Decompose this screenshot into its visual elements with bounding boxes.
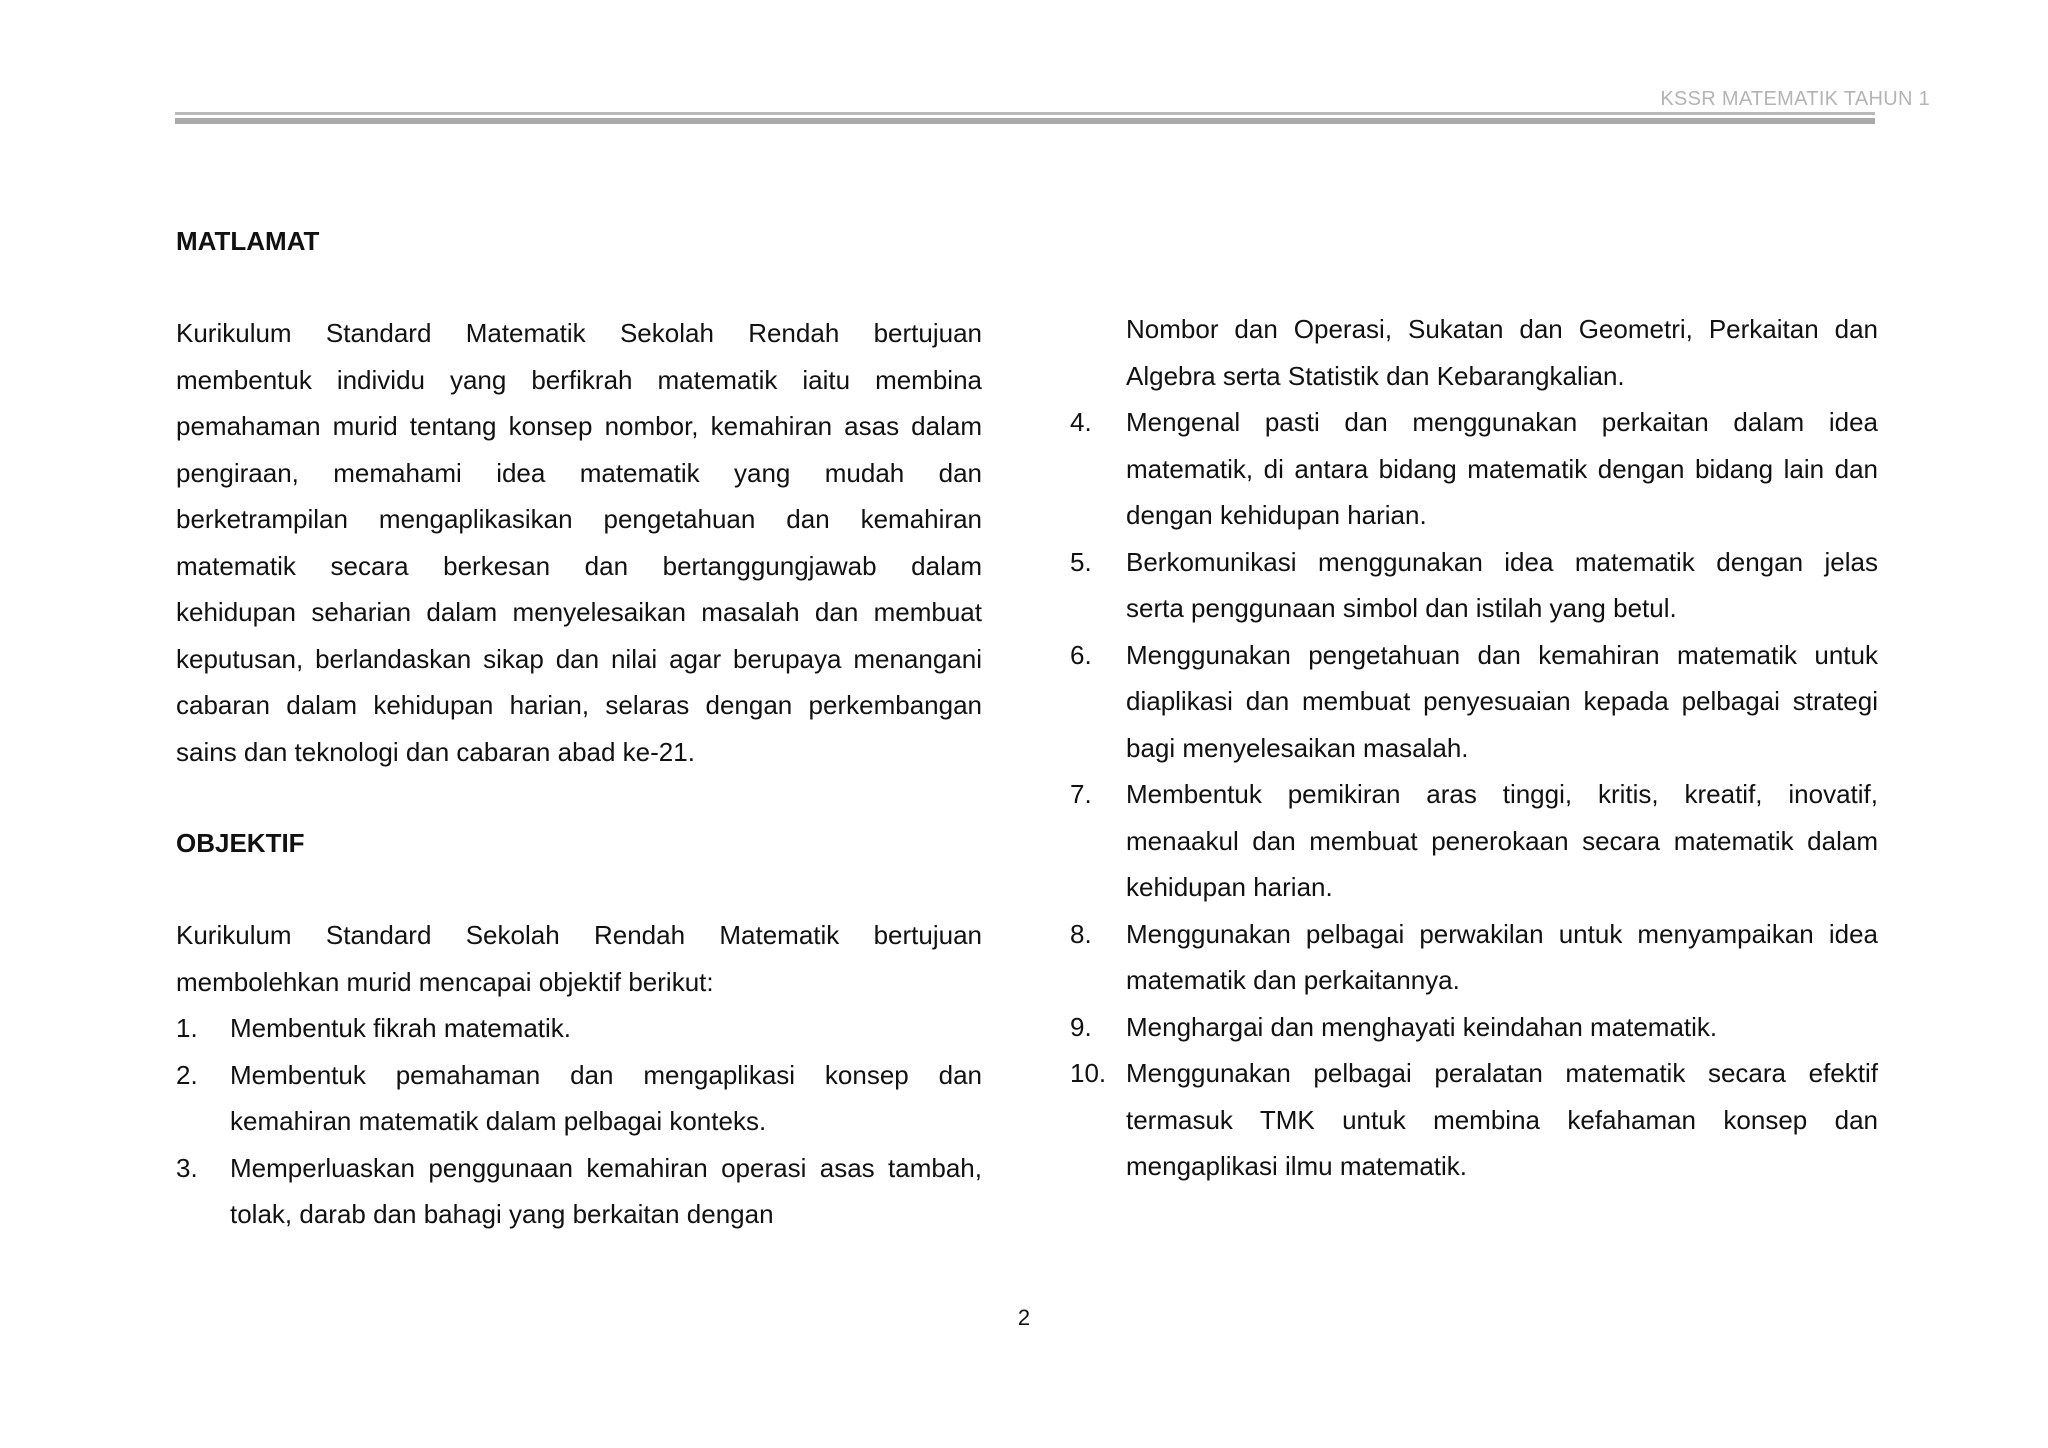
text-line: matematik dan perkaitannya. — [1126, 965, 1460, 995]
text-line: membentuk individu yang berfikrah matematik iaitu membina — [176, 364, 982, 395]
list-item-number: 5. — [1070, 546, 1092, 577]
text-line: dengan kehidupan harian. — [1126, 500, 1427, 530]
text-line: Menghargai dan menghayati keindahan matematik. — [1126, 1011, 1718, 1042]
list-item-text — [1126, 632, 1878, 772]
objektif-list-item — [1070, 1050, 1878, 1190]
objektif-list-item — [1070, 771, 1878, 911]
objektif-list-item — [1070, 539, 1878, 632]
list-item-text — [1126, 1050, 1878, 1190]
text-line: Algebra serta Statistik dan Kebarangkalian. — [1126, 360, 1625, 391]
header-rule-thick — [175, 118, 1875, 124]
text-line: serta penggunaan simbol dan istilah yang betul. — [1126, 593, 1677, 623]
text-line: Kurikulum Standard Matematik Sekolah Rendah bertujuan — [176, 318, 982, 348]
list-item-text — [1126, 911, 1878, 1004]
objektif-list-item — [1070, 911, 1878, 1004]
text-line: keputusan, berlandaskan sikap dan nilai agar berupaya menangani — [176, 643, 982, 674]
text-line: bagi menyelesaikan masalah. — [1126, 732, 1469, 763]
text-line: berketrampilan mengaplikasikan pengetahuan dan kemahiran — [176, 504, 982, 534]
objektif-list-right — [1070, 399, 1878, 1190]
list-item-number: 7. — [1070, 779, 1092, 809]
objektif-intro-paragraph — [176, 912, 982, 1005]
text-line: pemahaman murid tentang konsep nombor, kemahiran asas dalam — [176, 411, 982, 441]
header-rule-thin — [175, 112, 1875, 115]
text-line: sains dan teknologi dan cabaran abad ke-21. — [176, 736, 695, 767]
text-line: Membentuk fikrah matematik. — [230, 1013, 572, 1043]
text-line: matematik secara berkesan dan bertanggungjawab dalam — [176, 550, 982, 581]
list-item-number: 4. — [1070, 407, 1092, 437]
objektif-list-left — [176, 1005, 982, 1238]
text-line: Menggunakan pengetahuan dan kemahiran matematik untuk — [1126, 639, 1878, 670]
objektif-list-item — [176, 1005, 982, 1052]
list-item-number: 10. — [1070, 1058, 1107, 1088]
text-line: Memperluaskan penggunaan kemahiran operasi asas tambah, — [230, 1152, 982, 1183]
text-line: mengaplikasi ilmu matematik. — [1126, 1151, 1468, 1181]
list-item-text — [230, 1052, 982, 1145]
text-line: Nombor dan Operasi, Sukatan dan Geometri, Perkaitan dan — [1126, 314, 1878, 344]
text-line: matematik, di antara bidang matematik dengan bidang lain dan — [1126, 453, 1878, 484]
text-line: Membentuk pemahaman dan mengaplikasi konsep dan — [230, 1059, 982, 1090]
text-line: cabaran dalam kehidupan harian, selaras dengan perkembangan — [176, 690, 982, 720]
list-item-text — [230, 1005, 982, 1052]
text-line: kehidupan harian. — [1126, 872, 1333, 902]
list-item-number: 6. — [1070, 639, 1092, 670]
text-line: pengiraan, memahami idea matematik yang mudah dan — [176, 457, 982, 488]
text-line: tolak, darab dan bahagi yang berkaitan dengan — [230, 1199, 774, 1229]
objektif-list-item — [1070, 399, 1878, 539]
text-line: Menggunakan pelbagai peralatan matematik secara efektif — [1126, 1058, 1878, 1088]
objektif-list-item — [1070, 632, 1878, 772]
list-item-number: 2. — [176, 1059, 198, 1090]
matlamat-paragraph — [176, 310, 982, 775]
objektif-list-item — [176, 1145, 982, 1238]
list-item-text — [1126, 771, 1878, 911]
objektif-list-item — [1070, 1004, 1878, 1051]
text-line: kemahiran matematik dalam pelbagai konteks. — [230, 1106, 767, 1136]
list-item-number: 1. — [176, 1013, 198, 1043]
objektif-item-3-continuation — [1126, 306, 1878, 399]
list-item-text — [1126, 399, 1878, 539]
text-line: menaakul dan membuat penerokaan secara matematik dalam — [1126, 825, 1878, 856]
objektif-heading: OBJEKTIF — [176, 828, 305, 858]
text-line: Berkomunikasi menggunakan idea matematik dengan jelas — [1126, 546, 1878, 577]
list-item-number: 3. — [176, 1152, 198, 1183]
list-item-text — [1126, 539, 1878, 632]
list-item-text — [1126, 1004, 1878, 1051]
text-line: diaplikasi dan membuat penyesuaian kepada pelbagai strategi — [1126, 686, 1878, 716]
page-number: 2 — [1017, 1305, 1031, 1330]
text-line: Membentuk pemikiran aras tinggi, kritis, kreatif, inovatif, — [1126, 779, 1878, 809]
list-item-text — [230, 1145, 982, 1238]
list-item-number: 9. — [1070, 1011, 1092, 1042]
text-line: Mengenal pasti dan menggunakan perkaitan dalam idea — [1126, 407, 1878, 437]
running-header: KSSR MATEMATIK TAHUN 1 — [1660, 88, 1930, 110]
objektif-list-item — [176, 1052, 982, 1145]
text-line: Kurikulum Standard Sekolah Rendah Matematik bertujuan — [176, 920, 982, 950]
text-line: termasuk TMK untuk membina kefahaman konsep dan — [1126, 1104, 1878, 1135]
list-item-number: 8. — [1070, 918, 1092, 949]
text-line: kehidupan seharian dalam menyelesaikan masalah dan membuat — [176, 597, 982, 627]
matlamat-heading: MATLAMAT — [176, 226, 320, 256]
text-line: Menggunakan pelbagai perwakilan untuk menyampaikan idea — [1126, 918, 1878, 949]
text-line: membolehkan murid mencapai objektif berikut: — [176, 966, 714, 997]
